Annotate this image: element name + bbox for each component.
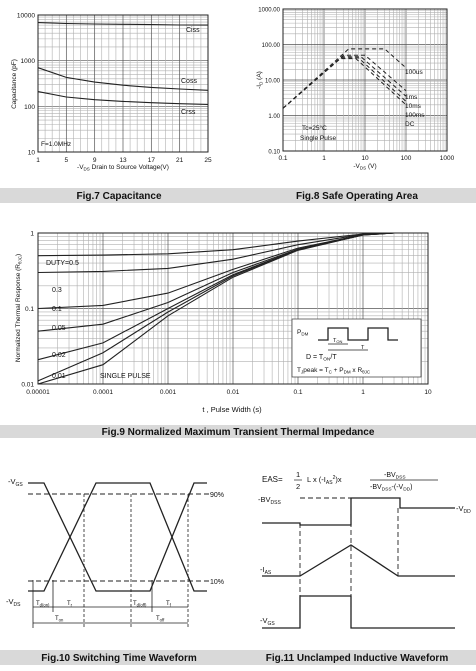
fig8-caption: Fig.8 Safe Operating Area <box>296 191 418 202</box>
fig7-xlabel: $-V_{DS}$ Drain to Source Voltage(V) <box>77 164 169 172</box>
fig7-capacitance-chart <box>0 13 238 204</box>
fig9-label-duty: DUTY=0.5 <box>46 260 79 267</box>
fig9-ytick: 0.1 <box>24 306 34 313</box>
fig11-vds-waveform <box>262 498 455 525</box>
fig7-yticks <box>17 13 35 157</box>
fig11-eas-equation <box>262 470 438 493</box>
fig8-note-tc: Tc=25°C <box>302 125 327 132</box>
fig10-tf: $T_f$ <box>166 601 171 608</box>
fig11-eas-middle: L x $(-I_{AS}^2)x$ <box>307 474 342 486</box>
fig9-legend-formula-duty: $D = T_{ON}/T$ <box>306 354 337 363</box>
fig7-xtick: 21 <box>176 157 184 164</box>
fig9-label-0.05: 0.05 <box>52 325 66 332</box>
fig8-label-100us: 100us <box>405 69 423 76</box>
fig9-xticks <box>26 389 432 396</box>
fig9-legend-box <box>292 319 421 377</box>
fig8-soa-chart <box>238 8 476 204</box>
fig10-ton: $T_{on}$ <box>55 616 64 623</box>
fig8-label-10ms: 10ms <box>405 103 421 110</box>
fig8-xtick: 0.1 <box>278 155 288 162</box>
fig7-ytick: 1000 <box>20 58 35 66</box>
fig10-label-vds-bottom: $-V_{DS}$ <box>6 597 21 608</box>
fig9-thermal-chart <box>0 231 476 439</box>
fig11-label-vgs: $-V_{GS}$ <box>260 616 275 627</box>
fig10-caption: Fig.10 Switching Time Waveform <box>41 653 197 664</box>
fig9-xtick: 0.00001 <box>26 389 50 396</box>
fig9-ylabel: Normalized Thermal Response $(R_{\theta JC})$ <box>15 253 23 363</box>
fig9-xtick: 10 <box>424 389 432 396</box>
fig7-xticks <box>36 157 212 164</box>
fig8-xlabel: $-V_{DS}$ (V) <box>353 163 377 171</box>
fig10-td-on: $T_{d(on)}$ <box>36 601 50 608</box>
fig10-90pct-label: 90% <box>210 492 225 499</box>
fig9-xtick: 0.001 <box>159 389 177 396</box>
fig7-label-ciss: Ciss <box>186 27 200 34</box>
fig10-toff: $T_{off}$ <box>156 616 165 623</box>
fig9-ytick: 1 <box>30 230 34 238</box>
fig10-tr: $T_r$ <box>67 601 73 608</box>
fig10-label-vgs-top: $-V_{GS}$ <box>8 477 23 488</box>
fig7-ylabel: Capacitance (pF) <box>11 59 18 109</box>
fig8-xtick: 100 <box>400 155 412 162</box>
fig11-inductive-waveform <box>238 470 476 665</box>
fig10-vds-waveform <box>28 483 207 591</box>
fig9-label-0.3: 0.3 <box>52 287 62 294</box>
fig11-caption: Fig.11 Unclamped Inductive Waveform <box>265 653 449 664</box>
fig8-xticks <box>278 155 454 162</box>
fig9-yticks <box>21 231 34 389</box>
fig9-xtick: 0.01 <box>226 389 240 396</box>
fig9-legend-ton: $T_{ON}$ <box>333 338 343 345</box>
fig10-10pct-label: 10% <box>210 579 225 586</box>
fig7-xtick: 9 <box>92 157 97 164</box>
fig9-label-0.02: 0.02 <box>52 352 66 359</box>
fig8-label-100ms: 100ms <box>405 112 425 119</box>
fig11-eas-label: EAS= <box>262 475 283 484</box>
fig8-label-1ms: 1ms <box>405 94 418 101</box>
fig9-legend-pdm: $P_{DM}$ <box>297 329 309 337</box>
fig9-legend-formula-tj: $T_Jpeak = T_C + P_{DM}$ x $R_{\theta JC}$ <box>297 367 371 375</box>
fig7-xtick: 17 <box>147 157 155 164</box>
fig9-label-0.1: 0.1 <box>52 306 62 313</box>
fig8-label-dc: DC <box>405 121 415 128</box>
fig8-ytick: 0.10 <box>268 149 280 156</box>
fig7-label-coss: Coss <box>181 78 197 85</box>
fig7-xtick: 13 <box>119 157 127 164</box>
fig11-label-vdd: $-V_{DD}$ <box>456 504 471 515</box>
fig11-vgs-waveform <box>262 596 455 628</box>
fig7-note-frequency: F=1.0MHz <box>41 141 72 148</box>
fig8-ytick: 1000.00 <box>258 7 280 14</box>
fig7-ytick: 100 <box>24 103 35 111</box>
fig11-ias-waveform <box>262 545 455 576</box>
fig7-label-crss: Crss <box>181 109 196 116</box>
fig11-frac-denominator: 2 <box>296 482 301 491</box>
fig7-xtick: 1 <box>36 157 40 164</box>
fig7-ytick: 10000 <box>16 12 35 20</box>
fig11-label-bvdss: $-BV_{DSS}$ <box>258 495 281 506</box>
fig8-xtick: 10 <box>361 155 369 162</box>
fig7-xtick: 25 <box>204 157 212 164</box>
fig9-label-single-pulse: SINGLE PULSE <box>100 373 151 380</box>
fig11-ratio-denominator: $-BV_{DSS}-(-V_{DD})$ <box>370 484 413 493</box>
fig7-caption: Fig.7 Capacitance <box>76 191 162 202</box>
fig8-xtick: 1 <box>322 155 326 162</box>
fig8-ytick: 1.00 <box>268 114 280 120</box>
fig10-switching-waveform <box>0 477 238 665</box>
fig9-xlabel: t , Pulse Width (s) <box>202 405 262 414</box>
fig9-legend-t: T <box>361 345 365 351</box>
fig9-xtick: 0.1 <box>293 389 303 396</box>
fig11-label-ias: $-I_{AS}$ <box>260 565 272 576</box>
fig9-label-0.01: 0.01 <box>52 373 66 380</box>
fig10-vgs-waveform <box>28 483 207 591</box>
fig8-ylabel: $-I_D$ (A) <box>256 71 264 89</box>
fig11-frac-numerator: 1 <box>296 470 301 479</box>
fig8-ytick: 100.00 <box>261 43 280 49</box>
fig7-ytick: 10 <box>27 149 35 157</box>
fig9-ytick: 0.01 <box>21 381 34 389</box>
fig8-xtick: 1000 <box>439 155 455 162</box>
fig10-td-off: $T_{d(off)}$ <box>133 601 147 608</box>
fig9-xtick: 0.0001 <box>93 389 113 396</box>
fig9-xtick: 1 <box>361 389 365 396</box>
fig11-ratio-numerator: $-BV_{DSS}$ <box>384 472 406 481</box>
fig8-note-pulse: Single Pulse <box>300 135 337 142</box>
fig7-xtick: 5 <box>64 157 69 164</box>
fig8-ytick: 10.00 <box>264 78 280 85</box>
fig9-caption: Fig.9 Normalized Maximum Transient Thermal Impedance <box>101 427 375 438</box>
